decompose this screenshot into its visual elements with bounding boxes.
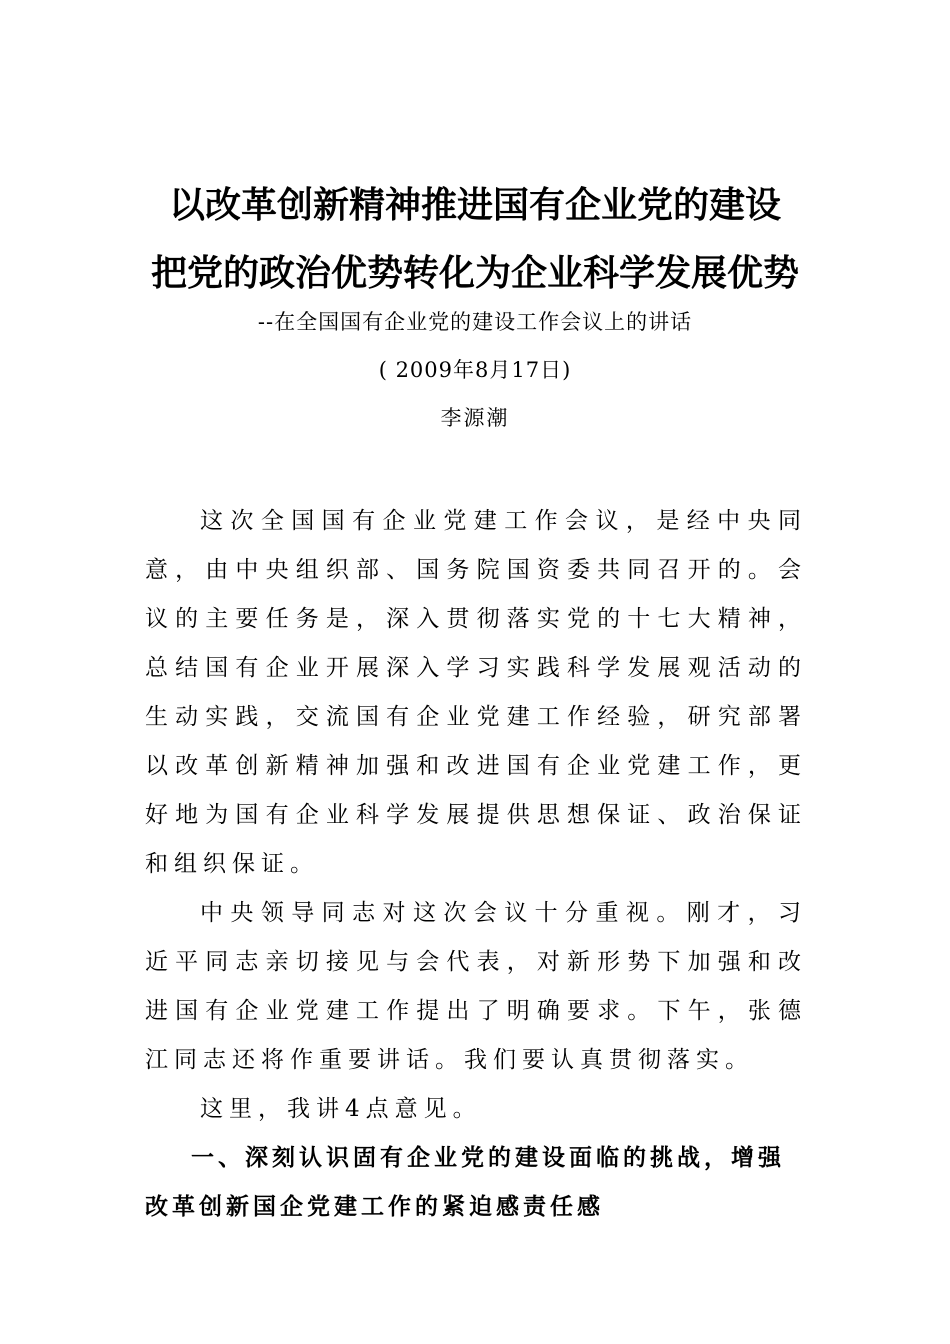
title-line-1: 以改革创新精神推进国有企业党的建设: [168, 185, 781, 226]
author: 李源潮: [440, 406, 510, 430]
subtitle: --在全国国有企业党的建设工作会议上的讲话: [257, 310, 693, 334]
body-text: [145, 497, 807, 1232]
paragraph-1: 这次全国国有企业党建工作会议，是经中央同意，由中央组织部、国务院国资委共同召开的。会议的主要任务是，深入贯彻落实党的十七大精神，总结国有企业开展深入学习实践科学发展观活动的生动实践，交流国有企业党建工作经验，研究部署以改革创新精神加强和改进国有企业党建工作，更好地为国有企业科学发展提供思想保证、政治保证和组织保证。: [145, 508, 807, 877]
speech-date: ( 2009年8月17日): [378, 358, 572, 382]
section-heading: 一、深刻认识固有企业党的建设面临的挑战，增强改革创新国企党建工作的紧迫感责任感: [145, 1145, 785, 1220]
title-line-2: 把党的政治优势转化为企业科学发展优势: [150, 253, 799, 294]
paragraph-2: 中央领导同志对这次会议十分重视。刚才，习近平同志亲切接见与会代表，对新形势下加强和改进国有企业党建工作提出了明确要求。下午，张德江同志还将作重要讲话。我们要认真贯彻落实。: [145, 900, 807, 1073]
paragraph-3: 这里，我讲4点意见。: [200, 1096, 482, 1122]
